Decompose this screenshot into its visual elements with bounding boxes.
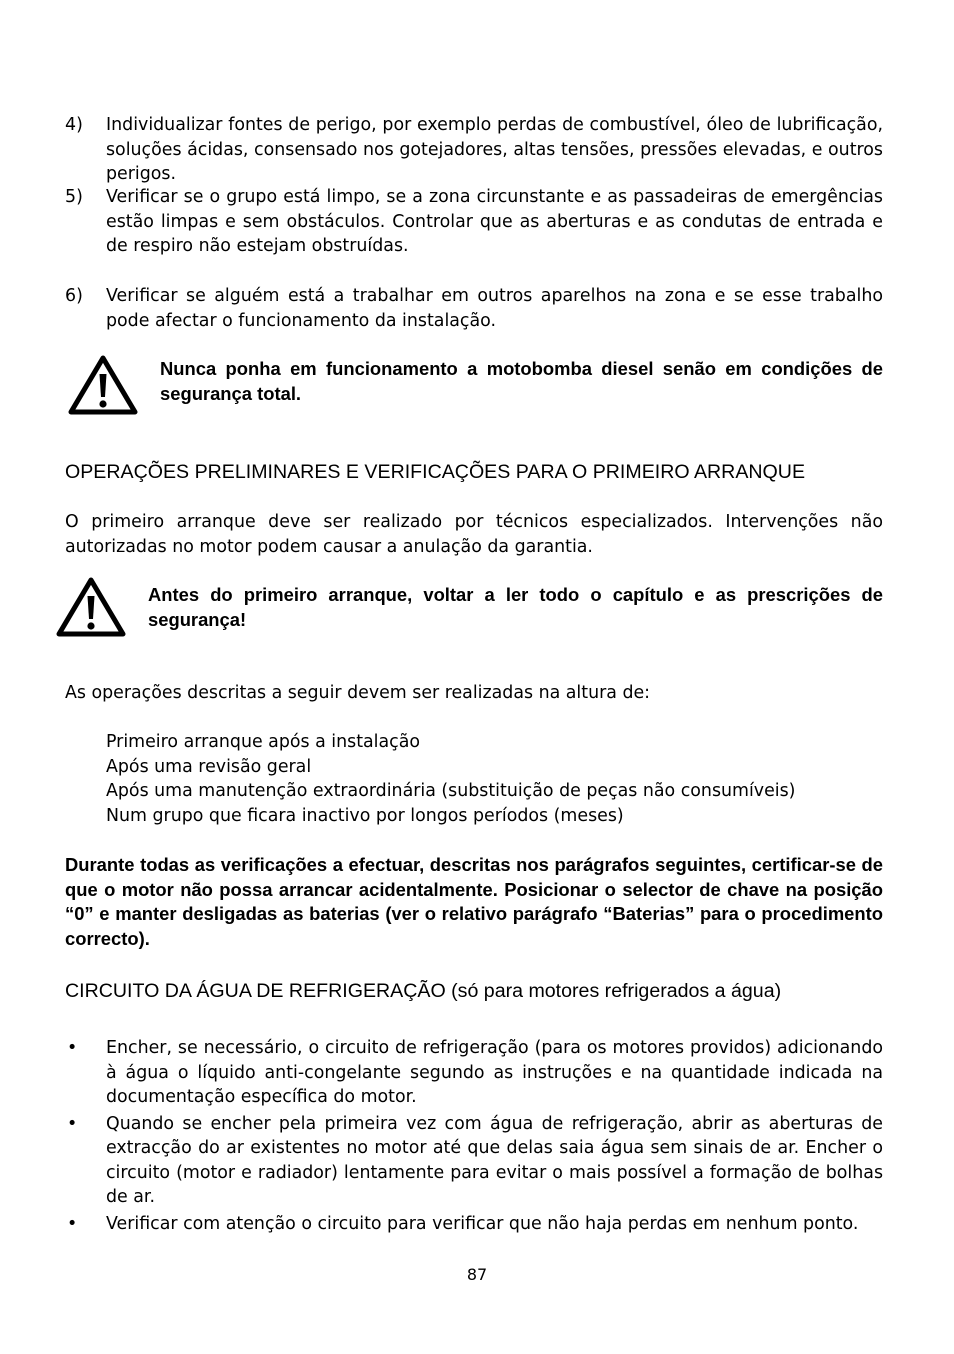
- section-heading-cooling-circuit: CIRCUITO DA ÁGUA DE REFRIGERAÇÃO (só para motores refrigerados a água): [65, 980, 782, 1002]
- item-text: Verificar se alguém está a trabalhar em outros aparelhos na zona e se esse trabalho pode afectar o funcionamento da instalação.: [106, 286, 883, 331]
- item-text: Individualizar fontes de perigo, por exemplo perdas de combustível, óleo de lubrificação, soluções ácidas, consensado nos gotejadores, altas tensões, pressões elevadas, e outros perigos.: [106, 115, 883, 184]
- list-item: Primeiro arranque após a instalação: [106, 732, 421, 752]
- numbered-item-5: [65, 185, 883, 259]
- list-item: [65, 1112, 883, 1210]
- warning-box-2: [55, 576, 883, 632]
- item-number: 6): [65, 286, 83, 306]
- warning-box-1: [67, 354, 883, 406]
- bullet-icon: •: [67, 1038, 78, 1058]
- bullet-icon: •: [67, 1213, 78, 1234]
- numbered-item-4: [65, 113, 883, 187]
- numbered-item-6: [65, 284, 883, 333]
- warning-triangle-icon: [55, 576, 127, 638]
- warning-triangle-icon: [67, 354, 139, 416]
- warning-text: Antes do primeiro arranque, voltar a ler todo o capítulo e as prescrições de segurança!: [148, 584, 883, 630]
- list-item: [65, 1212, 883, 1237]
- bullet-text: Verificar com atenção o circuito para verificar que não haja perdas em nenhum ponto.: [106, 1213, 859, 1234]
- list-item: [65, 1036, 883, 1110]
- page-number: 87: [466, 1265, 488, 1284]
- bullet-text: Quando se encher pela primeira vez com água de refrigeração, abrir as aberturas de extracção do ar existentes no motor até que delas saia água sem sinais de ar. Encher o circuito (motor e radiador) lentamente para evitar o mais possível a formação de bolhas de ar.: [106, 1113, 883, 1207]
- item-number: 5): [65, 187, 83, 207]
- intro-paragraph: O primeiro arranque deve ser realizado por técnicos especializados. Intervenções não autorizadas no motor podem causar a anulação da garantia.: [65, 512, 883, 557]
- section-heading-preliminary: OPERAÇÕES PRELIMINARES E VERIFICAÇÕES PARA O PRIMEIRO ARRANQUE: [65, 461, 806, 483]
- item-number: 4): [65, 115, 83, 135]
- list-item: Após uma manutenção extraordinária (substituição de peças não consumíveis): [106, 781, 796, 801]
- bullet-text: Encher, se necessário, o circuito de refrigeração (para os motores providos) adicionando à água o líquido anti-congelante segundo as instruções e na quantidade indicada na documentação específica do motor.: [106, 1038, 883, 1107]
- bold-safety-note: Durante todas as verificações a efectuar, descritas nos parágrafos seguintes, certificar-se de que o motor não possa arrancar acidentalmente. Posicionar o selector de chave na posição “0” e manter desligadas as baterias (ver o relativo parágrafo “Baterias” para o procedimento correcto).: [65, 854, 883, 949]
- list-item: Num grupo que ficara inactivo por longos períodos (meses): [106, 805, 624, 826]
- bullet-icon: •: [67, 1113, 78, 1134]
- list-item: Após uma revisão geral: [106, 756, 312, 777]
- item-text: Verificar se o grupo está limpo, se a zona circunstante e as passadeiras de emergências estão limpas e sem obstáculos. Controlar que as aberturas e as condutas de entrada e de respiro não estejam obstruídas.: [106, 187, 883, 256]
- occasion-list: [106, 730, 886, 828]
- warning-text: Nunca ponha em funcionamento a motobomba diesel senão em condições de segurança total.: [160, 358, 883, 404]
- cooling-bullets: [65, 1036, 883, 1238]
- list-intro: As operações descritas a seguir devem ser realizadas na altura de:: [65, 683, 651, 703]
